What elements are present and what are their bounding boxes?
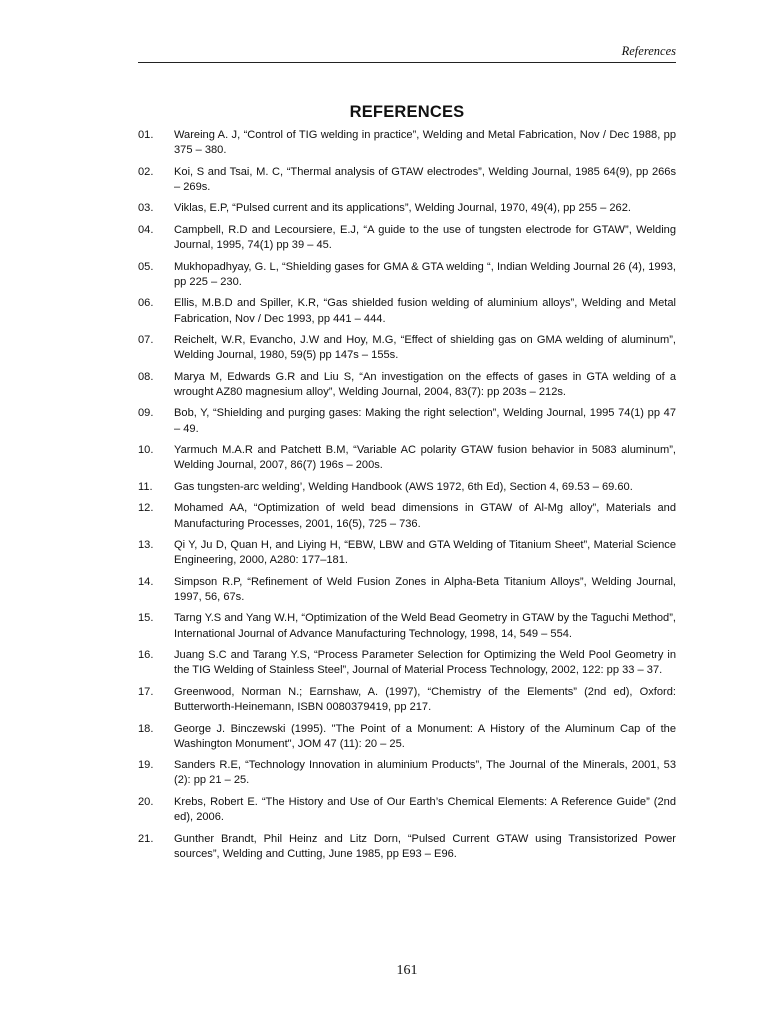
reference-item	[138, 201, 676, 216]
reference-item	[138, 758, 676, 788]
reference-text: Greenwood, Norman N.; Earnshaw, A. (1997), “Chemistry of the Elements” (2nd ed), Oxford: Butterworth-Heinemann, ISBN 0080379419, pp 217.	[174, 685, 676, 714]
reference-number: 09.	[138, 407, 154, 420]
reference-text: Koi, S and Tsai, M. C, “Thermal analysis of GTAW electrodes”, Welding Journal, 1985 64(9), pp 266s – 269s.	[174, 165, 676, 193]
reference-text: Mukhopadhyay, G. L, “Shielding gases for GMA & GTA welding “, Indian Welding Journal 26 (4), 1993, pp 225 – 230.	[174, 260, 676, 288]
reference-item	[138, 260, 676, 290]
reference-item	[138, 832, 676, 862]
reference-number: 06.	[138, 297, 154, 310]
reference-number: 10.	[138, 444, 154, 457]
reference-item	[138, 722, 676, 752]
reference-text: Yarmuch M.A.R and Patchett B.M, “Variable AC polarity GTAW fusion behavior in 5083 aluminum”, Welding Journal, 2007, 86(7) 196s – 200s.	[174, 444, 676, 472]
reference-number: 12.	[138, 502, 154, 515]
reference-item	[138, 538, 676, 568]
reference-text: Simpson R.P, “Refinement of Weld Fusion Zones in Alpha-Beta Titanium Alloys”, Welding Journal, 1997, 56, 67s.	[174, 575, 676, 603]
reference-number: 01.	[138, 129, 154, 141]
reference-item	[138, 128, 676, 158]
reference-text: Gas tungsten-arc welding’, Welding Handbook (AWS 1972, 6th Ed), Section 4, 69.53 – 69.60.	[174, 480, 633, 493]
reference-item	[138, 648, 676, 678]
reference-item	[138, 223, 676, 253]
page-number: 161	[396, 963, 418, 978]
reference-number: 16.	[138, 649, 154, 662]
reference-text: Qi Y, Ju D, Quan H, and Liying H, “EBW, LBW and GTA Welding of Titanium Sheet”, Material Science Engineering, 2000, A280: 177–181.	[174, 539, 676, 567]
page-title: REFERENCES	[349, 103, 465, 121]
reference-item	[138, 333, 676, 363]
reference-text: Bob, Y, “Shielding and purging gases: Making the right selection”, Welding Journal, 1995 74(1) pp 47 – 49.	[174, 407, 676, 435]
reference-item	[138, 575, 676, 605]
reference-number: 04.	[138, 223, 154, 236]
reference-item	[138, 370, 676, 400]
running-head: References	[621, 44, 676, 58]
reference-number: 05.	[138, 260, 154, 273]
reference-number: 19.	[138, 759, 154, 772]
reference-number: 11.	[138, 480, 153, 493]
reference-text: Gunther Brandt, Phil Heinz and Litz Dorn, “Pulsed Current GTAW using Transistorized Power sources”, Welding and Cutting, June 1985, pp E93 – E96.	[174, 832, 676, 860]
reference-item	[138, 406, 676, 436]
reference-text: Sanders R.E, “Technology Innovation in aluminium Products”, The Journal of the Minerals, 2001, 53 (2): pp 21 – 25.	[174, 759, 676, 787]
reference-text: Wareing A. J, “Control of TIG welding in practice”, Welding and Metal Fabrication, Nov / Dec 1988, pp 375 – 380.	[174, 129, 676, 157]
reference-text: Viklas, E.P, “Pulsed current and its applications”, Welding Journal, 1970, 49(4), pp 255 – 262.	[174, 202, 631, 215]
reference-number: 15.	[138, 612, 154, 625]
reference-number: 18.	[138, 722, 154, 735]
reference-number: 08.	[138, 370, 154, 383]
reference-number: 07.	[138, 334, 154, 347]
reference-number: 21.	[138, 832, 154, 845]
reference-item	[138, 685, 676, 715]
reference-number: 13.	[138, 539, 154, 552]
reference-text: Ellis, M.B.D and Spiller, K.R, “Gas shielded fusion welding of aluminium alloys”, Welding and Metal Fabrication, Nov / Dec 1993, pp 441 – 444.	[174, 297, 676, 325]
reference-item	[138, 611, 676, 641]
reference-item	[138, 501, 676, 531]
reference-item	[138, 165, 676, 195]
reference-text: Marya M, Edwards G.R and Liu S, “An investigation on the effects of gases in GTA welding of a wrought AZ80 magnesium alloy”, Welding Journal, 2004, 83(7): pp 203s – 212s.	[174, 370, 676, 398]
reference-item	[138, 296, 676, 326]
reference-number: 14.	[138, 575, 154, 588]
reference-item	[138, 795, 676, 825]
reference-item	[138, 480, 676, 495]
reference-number: 17.	[138, 685, 154, 698]
reference-text: George J. Binczewski (1995). "The Point of a Monument: A History of the Aluminum Cap of the Washington Monument", JOM 47 (11): 20 – 25.	[174, 722, 676, 750]
reference-text: Juang S.C and Tarang Y.S, “Process Parameter Selection for Optimizing the Weld Pool Geometry in the TIG Welding of Stainless Steel”, Journal of Material Process Technology, 2002, 122: pp 33 – 37.	[174, 649, 676, 677]
reference-number: 02.	[138, 165, 154, 178]
reference-list	[138, 128, 676, 868]
reference-number: 03.	[138, 202, 154, 215]
reference-text: Mohamed AA, “Optimization of weld bead dimensions in GTAW of Al-Mg alloy”, Materials and Manufacturing Processes, 2001, 16(5), 725 – 736.	[174, 502, 676, 530]
reference-text: Tarng Y.S and Yang W.H, “Optimization of the Weld Bead Geometry in GTAW by the Taguchi Method”, International Journal of Advance Manufacturing Technology, 1998, 14, 549 – 554.	[174, 612, 676, 640]
reference-text: Krebs, Robert E. “The History and Use of Our Earth’s Chemical Elements: A Reference Guide” (2nd ed), 2006.	[174, 795, 676, 824]
reference-text: Campbell, R.D and Lecoursiere, E.J, “A guide to the use of tungsten electrode for GTAW”, Welding Journal, 1995, 74(1) pp 39 – 45.	[174, 223, 676, 252]
header-rule	[138, 62, 676, 63]
reference-text: Reichelt, W.R, Evancho, J.W and Hoy, M.G, “Effect of shielding gas on GMA welding of aluminum”, Welding Journal, 1980, 59(5) pp 147s – 155s.	[174, 334, 676, 362]
reference-number: 20.	[138, 795, 154, 808]
reference-item	[138, 443, 676, 473]
